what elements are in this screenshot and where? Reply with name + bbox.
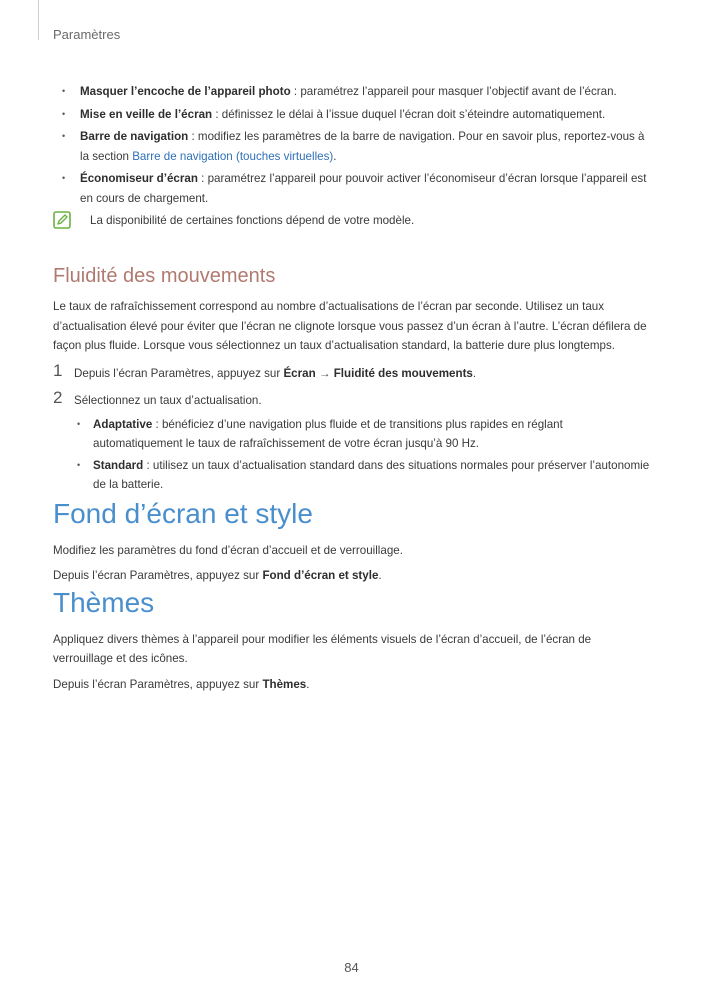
wallpaper-p2-end: . bbox=[378, 569, 382, 582]
bullet-text: : modifiez les paramètres de la barre de navigation. Pour en savoir plus, reportez-vous à la section bbox=[80, 130, 645, 163]
wallpaper-p1: Modifiez les paramètres du fond d’écran d’accueil et de verrouillage. bbox=[53, 543, 403, 557]
option-text: : utilisez un taux d’actualisation standard dans des situations normales pour préserver l’autonomie de la batterie. bbox=[93, 458, 650, 491]
wallpaper-p2-text: Depuis l’écran Paramètres, appuyez sur bbox=[53, 569, 263, 582]
step-text: Depuis l’écran Paramètres, appuyez sur bbox=[74, 366, 284, 380]
list-item bbox=[74, 415, 653, 454]
themes-p1: Appliquez divers thèmes à l’appareil pour modifier les éléments visuels de l’écran d’accueil, de l’écran de verrouillage et des icônes. bbox=[53, 632, 592, 665]
bullet-text: : définissez le délai à l’issue duquel l’écran doit s’éteindre automatiquement. bbox=[212, 107, 606, 121]
note-pencil-icon bbox=[53, 211, 71, 229]
settings-bullet-list bbox=[53, 82, 653, 208]
wallpaper-term: Fond d’écran et style bbox=[262, 569, 379, 582]
note-text: La disponibilité de certaines fonctions dépend de votre modèle. bbox=[90, 214, 415, 227]
option-term: Adaptative bbox=[93, 417, 153, 431]
themes-p2-end: . bbox=[306, 677, 310, 691]
arrow-separator: → bbox=[315, 366, 334, 380]
option-text: : bénéficiez d’une navigation plus fluide et de transitions plus rapides en réglant automatiquement le taux de rafraîchissement de votre écran jusqu’à 90 Hz. bbox=[93, 417, 563, 450]
header-divider bbox=[38, 0, 39, 40]
option-term: Standard bbox=[93, 458, 144, 472]
note-block bbox=[53, 211, 653, 231]
step-term-ecran: Écran bbox=[283, 366, 316, 380]
list-item bbox=[53, 169, 653, 208]
section-heading-wallpaper: Fond d’écran et style bbox=[53, 497, 313, 529]
step-1 bbox=[53, 360, 653, 384]
page-content bbox=[53, 82, 653, 694]
fluidity-intro: Le taux de rafraîchissement correspond au nombre d’actualisations de l’écran par seconde. Utilisez un taux d’actualisation élevé pour éviter que l’écran ne clignote lorsque vous passez d’un écran à l’autre. L’écran défilera de façon plus fluide. Lorsque vous sélectionnez un taux d’actualisation standard, la batterie dure plus longtemps. bbox=[53, 300, 647, 352]
step-text-end: . bbox=[472, 366, 477, 380]
list-item bbox=[53, 127, 653, 166]
step-2 bbox=[53, 388, 653, 495]
section-heading-fluidity: Fluidité des mouvements bbox=[53, 265, 276, 287]
themes-p2 bbox=[53, 675, 653, 695]
bullet-term: Économiseur d’écran bbox=[80, 172, 198, 185]
bullet-text: : paramétrez l’appareil pour pouvoir activer l’économiseur d’écran lorsque l’appareil est en cours de chargement. bbox=[80, 172, 647, 205]
list-item bbox=[53, 82, 653, 102]
bullet-text: : paramétrez l’appareil pour masquer l’objectif avant de l’écran. bbox=[290, 85, 617, 98]
page-header: Paramètres bbox=[53, 27, 121, 42]
list-item bbox=[53, 105, 653, 125]
page-number: 84 bbox=[344, 960, 359, 975]
step-term-fluidity: Fluidité des mouvements bbox=[333, 366, 473, 380]
bullet-term: Masquer l’encoche de l’appareil photo bbox=[80, 85, 291, 98]
wallpaper-p2 bbox=[53, 566, 653, 586]
step-number: 1 bbox=[53, 360, 63, 380]
themes-p2-text: Depuis l’écran Paramètres, appuyez sur bbox=[53, 677, 263, 691]
bullet-term: Barre de navigation bbox=[80, 130, 189, 143]
bullet-text-end: . bbox=[333, 149, 337, 163]
themes-term: Thèmes bbox=[262, 677, 307, 691]
step-text: Sélectionnez un taux d’actualisation. bbox=[74, 394, 262, 407]
refresh-rate-options bbox=[74, 415, 653, 495]
bullet-term: Mise en veille de l’écran bbox=[80, 107, 213, 121]
step-number: 2 bbox=[53, 388, 63, 407]
section-heading-themes: Thèmes bbox=[53, 586, 155, 618]
navigation-bar-link[interactable]: Barre de navigation (touches virtuelles) bbox=[132, 149, 334, 163]
list-item bbox=[74, 456, 653, 495]
